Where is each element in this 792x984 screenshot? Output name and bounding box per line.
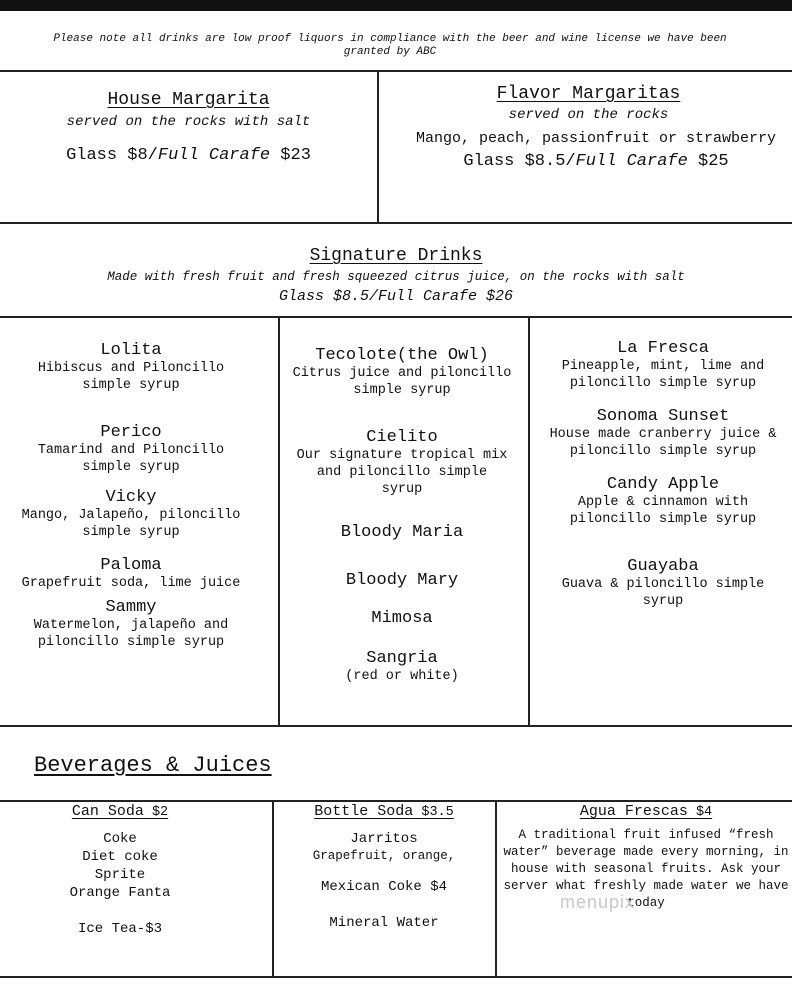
margarita-column-divider bbox=[377, 70, 379, 222]
signature-subtitle: Made with fresh fruit and fresh squeezed citrus juice, on the rocks with salt bbox=[107, 270, 685, 284]
agua-frescas-price: $4 bbox=[687, 805, 713, 820]
drink-name: Bloody Mary bbox=[345, 571, 459, 590]
list-item: Sprite bbox=[94, 867, 146, 883]
drink-name: Guayaba bbox=[627, 557, 699, 576]
drink-description: Mango, Jalapeño, piloncillo simple syrup bbox=[21, 508, 241, 540]
drink-item bbox=[534, 339, 792, 407]
drink-name: La Fresca bbox=[617, 339, 709, 358]
bottle-soda-label: Bottle Soda bbox=[314, 803, 414, 820]
divider-signature-top bbox=[0, 316, 792, 318]
flavor-margaritas-carafe-label: Full Carafe bbox=[575, 152, 688, 171]
flavor-margaritas-glass-price: Glass $8.5/ bbox=[463, 152, 576, 171]
drink-item bbox=[0, 341, 262, 423]
list-item: Diet coke bbox=[82, 849, 158, 865]
mineral-water-item: Mineral Water bbox=[329, 915, 439, 931]
can-soda-title bbox=[0, 803, 240, 821]
drink-name: Sonoma Sunset bbox=[596, 407, 730, 426]
divider-top bbox=[0, 70, 792, 72]
drink-name: Tecolote(the Owl) bbox=[315, 346, 489, 365]
signature-price: Glass $8.5/Full Carafe $26 bbox=[278, 288, 514, 305]
drink-description: Grapefruit soda, lime juice bbox=[21, 576, 241, 591]
bottle-soda-section bbox=[274, 803, 494, 932]
drink-name: Sangria bbox=[366, 649, 438, 668]
drink-description: House made cranberry juice & piloncillo simple syrup bbox=[549, 427, 777, 459]
mexican-coke-item: Mexican Coke $4 bbox=[320, 879, 448, 895]
beverages-column-divider-2 bbox=[495, 800, 497, 976]
drink-name: Mimosa bbox=[371, 609, 433, 628]
can-soda-section bbox=[0, 803, 240, 938]
beverages-title: Beverages & Juices bbox=[34, 753, 272, 778]
flavor-margaritas-section bbox=[400, 84, 792, 171]
list-item: Orange Fanta bbox=[69, 885, 171, 901]
can-soda-list bbox=[0, 830, 240, 902]
drink-name: Perico bbox=[100, 423, 162, 442]
drink-description: Hibiscus and Piloncillo simple syrup bbox=[37, 361, 225, 393]
drink-description: (red or white) bbox=[345, 669, 459, 684]
signature-title: Signature Drinks bbox=[309, 246, 483, 266]
drink-name: Vicky bbox=[105, 488, 157, 507]
signature-column-divider-2 bbox=[528, 316, 530, 725]
can-soda-label: Can Soda bbox=[71, 803, 144, 820]
jarritos-item: Jarritos bbox=[350, 831, 418, 847]
house-margarita-price bbox=[0, 146, 377, 165]
license-notice: Please note all drinks are low proof liquors in compliance with the beer and wine license we have been granted by ABC bbox=[53, 33, 727, 58]
signature-header bbox=[0, 246, 792, 306]
drink-item bbox=[286, 609, 518, 649]
drink-item bbox=[534, 475, 792, 557]
drink-name: Sammy bbox=[105, 598, 157, 617]
drink-item bbox=[0, 488, 262, 556]
signature-column-2 bbox=[286, 346, 518, 685]
drink-description: Watermelon, jalapeño and piloncillo simple syrup bbox=[33, 618, 229, 650]
drink-description: Our signature tropical mix and piloncillo simple syrup bbox=[296, 448, 508, 497]
divider-margarita-bottom bbox=[0, 222, 792, 224]
drink-item bbox=[286, 523, 518, 571]
list-item: Coke bbox=[103, 831, 137, 847]
agua-frescas-description: A traditional fruit infused “fresh water” beverage made every morning, in house with seasonal fruits. Ask your server what freshly made water we have today bbox=[503, 828, 789, 910]
drink-item bbox=[286, 571, 518, 609]
house-margarita-title: House Margarita bbox=[107, 90, 270, 110]
drink-name: Cielito bbox=[366, 428, 438, 447]
drink-item bbox=[286, 346, 518, 428]
drink-description: Citrus juice and piloncillo simple syrup bbox=[292, 366, 512, 398]
flavor-margaritas-price bbox=[400, 152, 792, 171]
drink-item bbox=[0, 423, 262, 488]
can-soda-price: $2 bbox=[143, 805, 169, 820]
signature-column-divider-1 bbox=[278, 316, 280, 725]
drink-name: Bloody Maria bbox=[340, 523, 464, 542]
drink-item bbox=[286, 428, 518, 523]
flavor-margaritas-carafe-price: $25 bbox=[687, 152, 729, 171]
drink-item bbox=[0, 556, 262, 598]
drink-item bbox=[286, 649, 518, 685]
house-margarita-carafe-label: Full Carafe bbox=[157, 146, 271, 165]
drink-item bbox=[0, 598, 262, 651]
flavor-margaritas-subtitle: served on the rocks bbox=[508, 107, 669, 123]
drink-description: Tamarind and Piloncillo simple syrup bbox=[37, 443, 225, 475]
house-margarita-glass-price: Glass $8/ bbox=[66, 146, 158, 165]
house-margarita-section bbox=[0, 90, 377, 165]
drink-description: Apple & cinnamon with piloncillo simple syrup bbox=[569, 495, 757, 527]
drink-description: Pineapple, mint, lime and piloncillo simple syrup bbox=[561, 359, 765, 391]
drink-name: Candy Apple bbox=[606, 475, 720, 494]
drink-name: Lolita bbox=[100, 341, 162, 360]
flavor-margaritas-flavors: Mango, peach, passionfruit or strawberry bbox=[415, 130, 777, 147]
divider-beverages-top bbox=[0, 800, 792, 802]
agua-frescas-section bbox=[500, 803, 792, 912]
drink-name: Paloma bbox=[100, 556, 162, 575]
house-margarita-subtitle: served on the rocks with salt bbox=[66, 114, 311, 130]
signature-column-3 bbox=[534, 339, 792, 610]
flavor-margaritas-title: Flavor Margaritas bbox=[496, 84, 681, 104]
top-border-bar bbox=[0, 0, 792, 11]
ice-tea-item: Ice Tea-$3 bbox=[77, 921, 162, 937]
drink-description: Guava & piloncillo simple syrup bbox=[561, 577, 765, 609]
drink-item bbox=[534, 557, 792, 610]
watermark-logo: menupix bbox=[560, 892, 636, 912]
agua-frescas-title bbox=[500, 803, 792, 821]
jarritos-flavors: Grapefruit, orange, bbox=[312, 849, 456, 863]
agua-frescas-label: Agua Frescas bbox=[579, 803, 688, 820]
divider-signature-bottom bbox=[0, 725, 792, 727]
divider-bottom bbox=[0, 976, 792, 978]
drink-item bbox=[534, 407, 792, 475]
signature-column-1 bbox=[0, 341, 262, 651]
bottle-soda-title bbox=[274, 803, 494, 821]
bottle-soda-price: $3.5 bbox=[413, 805, 454, 820]
house-margarita-carafe-price: $23 bbox=[270, 146, 311, 165]
